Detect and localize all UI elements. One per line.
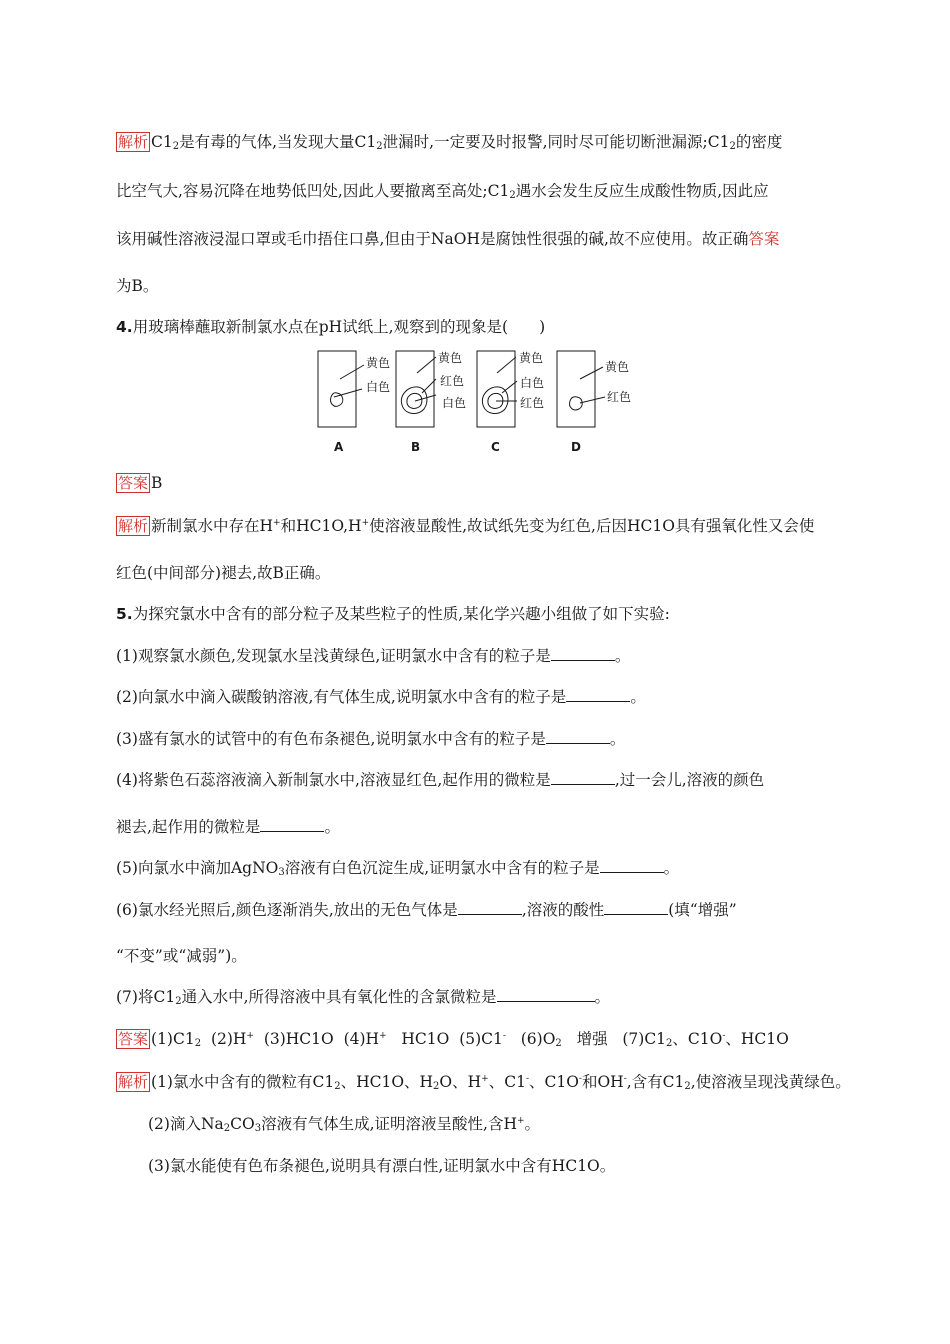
paper-d	[557, 351, 595, 427]
answer-blank[interactable]	[546, 729, 610, 744]
answer-tag: 答案	[118, 1030, 149, 1048]
answer-blank[interactable]	[458, 900, 522, 915]
analysis-line-2: 比空气大,容易沉降在地势低凹处,因此人要撤离至高处$;C1_2$遇水会发生反应生成酸性物质,因此应	[116, 182, 769, 201]
q4-analysis-2: 红色(中间部分)褪去,故B正确。	[116, 564, 331, 582]
q5-item-6a: (6)氯水经光照后,颜色逐渐消失,放出的无色气体是 ,溶液的酸性 (填“增强”	[116, 901, 737, 919]
q5-answer: 答案 $(1)C1_2$ (2)H+ (3)HC1O (4)H+ HC1O (5)C1- $(6)O_2$ 增强 $(7)C1_2$、C1O-、HC1O	[118, 1030, 789, 1049]
leader-b3	[415, 395, 436, 401]
question-number: 5.	[116, 605, 133, 623]
answer-blank[interactable]	[600, 858, 664, 873]
question-5: 5.为探究氯水中含有的部分粒子及某些粒子的性质,某化学兴趣小组做了如下实验:	[116, 605, 670, 623]
q5-item-2: (2)向氯水中滴入碳酸钠溶液,有气体生成,说明氯水中含有的粒子是 。	[116, 688, 646, 706]
question-4: 4.用玻璃棒蘸取新制氯水点在pH试纸上,观察到的现象是( )	[116, 318, 546, 336]
analysis-line-4: 为B。	[116, 277, 159, 295]
leader-d1	[580, 367, 603, 379]
q5-item-6b: “不变”或“减弱”)。	[116, 947, 247, 965]
label-b-white: 白色	[442, 396, 467, 410]
label-a-white: 白色	[366, 380, 391, 394]
answer-blank[interactable]	[566, 687, 630, 702]
paper-b	[396, 351, 434, 427]
label-b-yellow: 黄色	[438, 351, 463, 365]
analysis-tag: 解析	[118, 1073, 149, 1091]
q5-analysis-2: (2)滴入$Na_2CO_3$溶液有气体生成,证明溶液呈酸性,含H+。	[148, 1115, 541, 1134]
q5-item-4a: (4)将紫色石蕊溶液滴入新制氯水中,溶液显红色,起作用的微粒是 ,过一会儿,溶液的颜色	[116, 771, 765, 789]
q5-analysis-1: 解析 (1)氯水中含有的微粒有$C1_2$、HC1O、$H_2O$、H+、C1-、C1O-和OH-,含有$C1_2$,使溶液呈现浅黄绿色。	[118, 1073, 851, 1092]
label-c-white: 白色	[520, 376, 545, 390]
leader-c1	[497, 357, 516, 373]
label-a-yellow: 黄色	[366, 356, 391, 370]
q4-analysis-1: 解析 新制氯水中存在H+和HC1O,H+使溶液显酸性,故试纸先变为红色,后因HC1O具有强氧化性又会使	[118, 517, 815, 535]
analysis-line-3: 该用碱性溶液浸湿口罩或毛巾捂住口鼻,但由于NaOH是腐蚀性很强的碱,故不应使用。故正确答案	[116, 230, 780, 248]
q5-item-5: (5)向氯水中滴加AgNO$_3$溶液有白色沉淀生成,证明氯水中含有的粒子是 。	[116, 859, 680, 878]
q4-answer: 答案 B	[118, 474, 163, 492]
q5-item-7: (7)将$C1_2$通入水中,所得溶液中具有氧化性的含氯微粒是 。	[116, 988, 611, 1007]
label-c-red: 红色	[520, 396, 545, 410]
analysis-line-1: 解析 $C1_2$是有毒的气体,当发现大量$C1_2$泄漏时,一定要及时报警,同时尽可能切断泄漏源$;C1_2$的密度	[118, 133, 783, 152]
caption-a: A	[334, 440, 344, 454]
q5-analysis-3: (3)氯水能使有色布条褪色,说明具有漂白性,证明氯水中含有HC1O。	[148, 1157, 616, 1175]
spot-b-outer	[401, 387, 427, 414]
answer-word: 答案	[748, 230, 780, 248]
analysis-tag: 解析	[118, 133, 149, 151]
question-number: 4.	[116, 318, 133, 336]
leader-d2	[580, 397, 605, 403]
spot-b-inner	[407, 393, 422, 408]
answer-tag: 答案	[118, 474, 149, 492]
paper-a	[318, 351, 356, 427]
caption-c: C	[491, 440, 500, 454]
leader-a1	[340, 365, 364, 379]
answer-blank[interactable]	[260, 817, 324, 832]
analysis-tag: 解析	[118, 517, 149, 535]
label-c-yellow: 黄色	[519, 351, 544, 365]
label-d-red: 红色	[607, 390, 632, 404]
q5-item-1: (1)观察氯水颜色,发现氯水呈浅黄绿色,证明氯水中含有的粒子是 。	[116, 647, 631, 665]
caption-b: B	[411, 440, 421, 454]
ph-paper-figure	[312, 345, 642, 457]
leader-b1	[417, 357, 436, 373]
answer-blank[interactable]	[551, 770, 615, 785]
q5-item-3: (3)盛有氯水的试管中的有色布条褪色,说明氯水中含有的粒子是 。	[116, 730, 626, 748]
answer-blank[interactable]	[551, 646, 615, 661]
caption-d: D	[571, 440, 581, 454]
label-d-yellow: 黄色	[605, 360, 630, 374]
answer-blank[interactable]	[497, 987, 595, 1002]
label-b-red: 红色	[440, 374, 465, 388]
answer-blank[interactable]	[604, 900, 668, 915]
q5-item-4b: 褪去,起作用的微粒是 。	[116, 818, 340, 836]
